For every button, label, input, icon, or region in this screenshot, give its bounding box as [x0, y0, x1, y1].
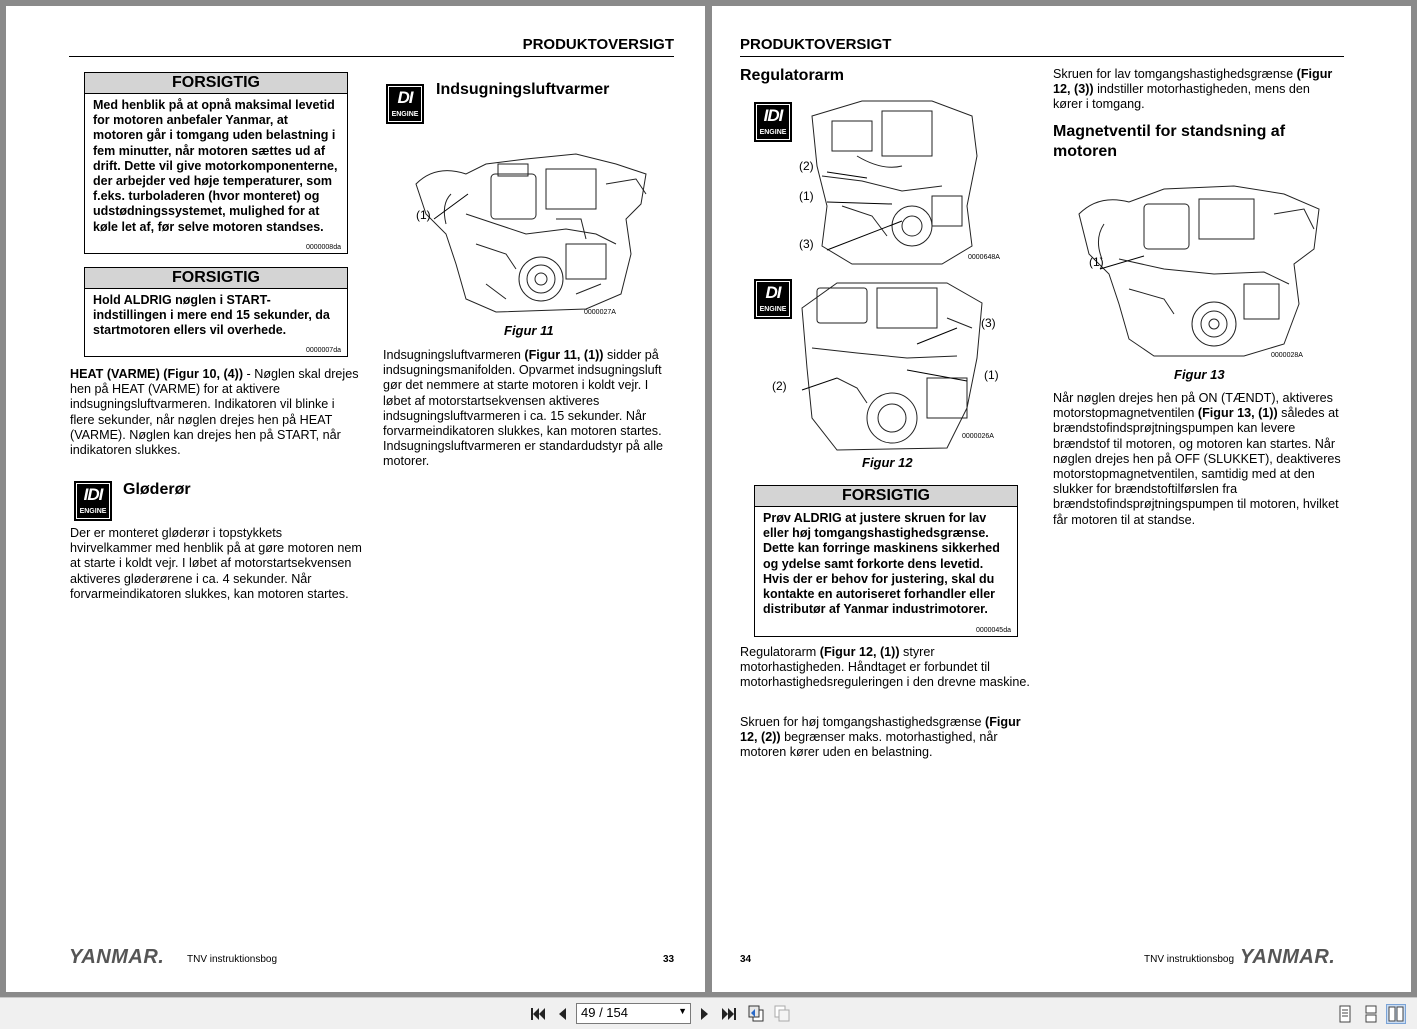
figure-callout: (1) [416, 208, 431, 222]
figure-caption: Figur 12 [862, 455, 913, 470]
yanmar-logo: YANMAR. [1240, 946, 1336, 968]
intake-heater-paragraph [383, 348, 673, 470]
footer-text: TNV instruktionsbog [187, 954, 278, 965]
caution-box-idle [84, 72, 348, 254]
caution-body: Med henblik på at opnå maksimal levetid for motoren anbefaler Yanmar, at motoren går i tomgang uden belastning i fem minutter, når motoren sættes ud af drift. Dette vil give motorkomponenterne, der arbejder ved høje temperaturer, som f.eks. turboladeren (hvor monteret) og udstødningssystemet, mulighed for at køle let af, før selve motoren standses. [93, 98, 338, 234]
glow-plug-paragraph: Der er monteret gløderør i topstykkets hvirvelkammer med henblik på at gøre motoren nem at starte i koldt vejr. I løbet af motorstartsekvensen aktiveres gløderørene i ca. 4 sekunder. Når forvarmeindikatoren slukkes, kan motoren startes. [70, 526, 362, 601]
footer-text: TNV instruktionsbog [1144, 954, 1235, 965]
right-page [712, 6, 1411, 992]
paragraph-bold: (Figur 13, (1)) [1197, 406, 1278, 421]
prev-page-icon[interactable] [552, 1004, 572, 1024]
caution-box-start [84, 267, 348, 357]
paragraph-text: begrænser maks. motorhastighed, når motoren kører uden en belastning. [740, 730, 998, 760]
paragraph-bold: (Figur 11, (1)) [524, 348, 604, 362]
page-number-input[interactable] [576, 1003, 691, 1024]
engine-icon-label: ENGINE [77, 506, 109, 518]
figure-caption: Figur 11 [504, 323, 554, 338]
glow-plug-heading: Gløderør [123, 481, 191, 498]
single-page-icon[interactable] [1335, 1004, 1355, 1024]
forward-view-icon[interactable] [772, 1004, 792, 1024]
engine-icon-label: ENGINE [757, 127, 789, 139]
paragraph-text: Skruen for lav tomgangshastighedsgrænse [1053, 67, 1297, 81]
page-header-title: PRODUKTOVERSIGT [522, 36, 674, 53]
header-rule [69, 56, 674, 57]
caution-code: 0000007da [305, 347, 341, 354]
page-number-value: 49 / 154 [581, 1005, 628, 1020]
figure-caption: Figur 13 [1174, 367, 1225, 382]
idi-engine-icon [74, 481, 112, 521]
figure-code: 0000028A [1271, 352, 1303, 359]
heat-paragraph [70, 367, 362, 458]
first-page-icon[interactable] [528, 1004, 548, 1024]
caution-code: 0000045da [975, 627, 1011, 634]
solenoid-heading: Magnetventil for standsning af motoren [1053, 123, 1286, 160]
yanmar-logo: YANMAR. [69, 946, 165, 968]
figure-callout: (1) [984, 368, 999, 382]
idi-icon-label: IDI [757, 105, 789, 127]
figure-callout: (1) [1089, 255, 1104, 269]
low-idle-paragraph [1053, 67, 1338, 113]
paragraph-text: sidder på indsugningsmanifolden. Opvarmet indsugningsluft gør det nemmere at starte motoren i koldt vejr. I løbet af motorstartsekvensen aktiveres indsugningsluftvarmeren i ca. 15 sekunder. Når forvarmeindikatoren slukkes, kan motoren startes. Indsugningsluftvarmeren er standardudstyr på alle motorer. [383, 348, 664, 469]
idi-icon-label: IDI [77, 484, 109, 506]
page-number: 33 [663, 954, 675, 965]
caution-title: FORSIGTIG [85, 73, 347, 94]
page-header-title: PRODUKTOVERSIGT [740, 36, 892, 53]
paragraph-text: indstiller motorhastigheden, mens den kører i tomgang. [1053, 82, 1310, 112]
caution-code: 0000008da [305, 244, 341, 251]
left-page [6, 6, 705, 992]
engine-illustration [406, 124, 656, 319]
di-icon-label: DI [757, 282, 789, 304]
paragraph-text: Regulatorarm [740, 645, 820, 659]
back-view-icon[interactable] [746, 1004, 766, 1024]
engine-illustration [802, 96, 982, 266]
figure-callout: (3) [981, 316, 996, 330]
regulator-paragraph [740, 645, 1030, 691]
two-page-icon[interactable] [1386, 1004, 1406, 1024]
engine-illustration [797, 278, 987, 453]
caution-title: FORSIGTIG [755, 486, 1017, 507]
paragraph-text: Skruen for høj tomgangshastighedsgrænse [740, 715, 986, 729]
figure-code: 0000027A [584, 309, 616, 316]
continuous-page-icon[interactable] [1361, 1004, 1381, 1024]
solenoid-paragraph [1053, 391, 1343, 528]
paragraph-text: således at brændstofindsprøjtningspumpen kan levere brændstof til motoren, og motoren kan startes. Når nøglen drejes hen på OFF (SLUKKET), deaktiveres motorstopmagnetventilen, samtidig med at den slukker for brændstoftilførslen fra brændstofindsprøjtningspumpen til motoren, hvilket får motoren til at standse. [1053, 406, 1341, 527]
caution-body: Prøv ALDRIG at justere skruen for lav eller høj tomgangshastighedsgrænse. Dette kan forringe maskinens sikkerhed og ydelse samt forkorte dens levetid. Hvis der er behov for justering, skal du kontakte en autoriseret forhandler eller distributør af Yanmar industrimotorer. [763, 511, 1000, 617]
header-rule [740, 56, 1344, 57]
paragraph-text: Indsugningsluftvarmeren [383, 348, 525, 362]
paragraph-bold: (Figur 12, (1)) [819, 645, 900, 659]
figure-callout: (2) [772, 379, 787, 393]
chevron-down-icon[interactable]: ▼ [678, 1006, 687, 1016]
idi-engine-icon [754, 102, 792, 142]
caution-box-adjust [754, 485, 1018, 637]
heat-paragraph-bold: HEAT (VARME) (Figur 10, (4)) [70, 367, 244, 381]
intake-heater-heading: Indsugningsluftvarmer [436, 81, 610, 98]
paragraph-text: Når nøglen drejes hen på ON (TÆNDT), aktiveres motorstopmagnetventilen [1053, 391, 1333, 421]
figure-code: 0000026A [962, 433, 994, 440]
caution-title: FORSIGTIG [85, 268, 347, 289]
figure-callout: (2) [799, 159, 814, 173]
di-engine-icon [386, 84, 424, 124]
heat-paragraph-text: - Nøglen skal drejes hen på HEAT (VARME) for at aktivere indsugningsluftvarmeren. Indikatoren vil blinke i flere sekunder, når nøglen drejes hen på HEAT (VARME). Nøglen kan drejes hen på START, når indikatoren slukkes. [70, 367, 359, 458]
engine-illustration [1074, 174, 1324, 359]
caution-body: Hold ALDRIG nøglen i START-indstillingen i mere end 15 sekunder, da startmotoren ellers vil overhede. [93, 293, 330, 338]
pdf-navigation-toolbar [0, 997, 1417, 1029]
figure-callout: (3) [799, 237, 814, 251]
paragraph-bold: (Figur 12, (3)) [1053, 67, 1333, 97]
next-page-icon[interactable] [695, 1004, 715, 1024]
figure-code: 0000648A [968, 254, 1000, 261]
figure-callout: (1) [799, 189, 814, 203]
last-page-icon[interactable] [719, 1004, 739, 1024]
di-engine-icon [754, 279, 792, 319]
high-idle-paragraph [740, 715, 1030, 761]
paragraph-text: styrer motorhastigheden. Håndtaget er forbundet til motorhastighedsreguleringen i den drevne maskine. [740, 645, 1030, 690]
di-icon-label: DI [389, 87, 421, 109]
page-number: 34 [740, 954, 752, 965]
regulator-heading: Regulatorarm [740, 67, 845, 84]
engine-icon-label: ENGINE [757, 304, 789, 316]
paragraph-bold: (Figur 12, (2)) [740, 715, 1021, 745]
engine-icon-label: ENGINE [389, 109, 421, 121]
